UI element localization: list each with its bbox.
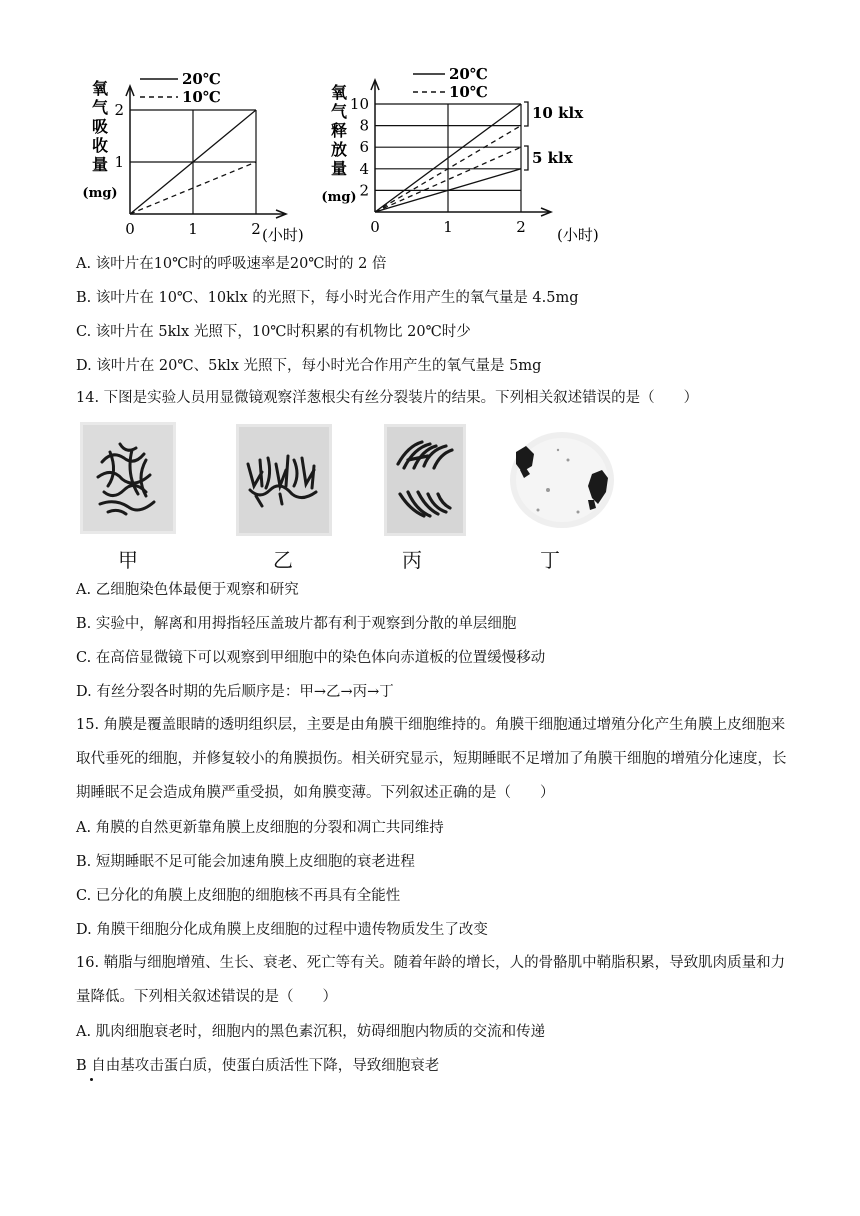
q14-stem: 14. 下图是实验人员用显微镜观察洋葱根尖有丝分裂装片的结果。下列相关叙述错误的是（ ）	[76, 390, 699, 406]
q14-option-b: B. 实验中，解离和用拇指轻压盖玻片都有利于观察到分散的单层细胞	[76, 616, 517, 632]
x-axis-label: (小时)	[262, 226, 304, 244]
q15-option-b: B. 短期睡眠不足可能会加速角膜上皮细胞的衰老进程	[76, 854, 415, 870]
legend-10c: 10℃	[182, 88, 221, 106]
micrograph-jia	[80, 422, 176, 534]
y-label-char: 气	[330, 102, 348, 121]
x-axis-label: (小时)	[557, 226, 599, 244]
y-label-char: 量	[330, 159, 348, 178]
y-tick-label: 8	[359, 116, 369, 135]
stray-dot	[90, 1078, 93, 1081]
q13-option-c: C. 该叶片在 5klx 光照下，10℃时积累的有机物比 20℃时少	[76, 324, 471, 340]
y-label-char: 放	[330, 140, 348, 159]
annotation-5klx: 5 klx	[532, 149, 573, 167]
y-tick-label: 10	[349, 95, 369, 113]
y-label-char: 吸	[91, 117, 109, 136]
q14-option-d: D. 有丝分裂各时期的先后顺序是：甲→乙→丙→丁	[76, 684, 394, 700]
q14-option-a: A. 乙细胞染色体最便于观察和研究	[76, 582, 299, 598]
y-label-unit: (mg)	[82, 186, 118, 201]
legend-10c: 10℃	[449, 83, 488, 101]
q13-option-b: B. 该叶片在 10℃、10klx 的光照下，每小时光合作用产生的氧气量是 4.5mg	[76, 290, 579, 306]
q16-stem: 16. 鞘脂与细胞增殖、生长、衰老、死亡等有关。随着年龄的增长，人的骨骼肌中鞘脂积累，导致肌肉质量和力量降低。下列相关叙述错误的是（ ）	[76, 955, 786, 1005]
micrograph-yi	[236, 424, 332, 536]
y-label-char: 收	[91, 136, 109, 155]
legend-20c: 20℃	[449, 65, 488, 83]
q15-option-d: D. 角膜干细胞分化成角膜上皮细胞的过程中遗传物质发生了改变	[76, 922, 488, 938]
q16-option-a: A. 肌肉细胞衰老时，细胞内的黑色素沉积，妨碍细胞内物质的交流和传递	[76, 1024, 546, 1040]
caption-bing: 丙	[402, 548, 422, 572]
x-tick-label: 0	[370, 218, 380, 236]
caption-ding: 丁	[540, 548, 560, 572]
caption-yi: 乙	[273, 548, 293, 572]
micrograph-bing	[384, 424, 466, 536]
y-label-char: 氧	[91, 79, 109, 98]
q13-option-a: A. 该叶片在10℃时的呼吸速率是20℃时的 2 倍	[76, 256, 387, 272]
y-label-char: 释	[330, 121, 348, 140]
q13-option-d: D. 该叶片在 20℃、5klx 光照下，每小时光合作用产生的氧气量是 5mg	[76, 358, 542, 374]
q15-stem: 15. 角膜是覆盖眼睛的透明组织层，主要是由角膜干细胞维持的。角膜干细胞通过增殖分化产生角膜上皮细胞来取代垂死的细胞，并修复较小的角膜损伤。相关研究显示，短期睡眠不足增加了角膜干细胞的增殖分化速度，长期睡眠不足会造成角膜严重受损，如角膜变薄。下列叙述正确的是（ ）	[76, 717, 787, 801]
caption-jia: 甲	[118, 548, 138, 572]
y-tick-label: 1	[114, 153, 124, 171]
y-label-char: 气	[91, 98, 109, 117]
oxygen-absorption-chart	[82, 66, 322, 246]
y-label-char: 氧	[330, 83, 348, 102]
y-tick-label: 6	[359, 138, 369, 157]
y-axis-label	[82, 79, 117, 201]
micrograph-ding	[508, 430, 616, 530]
legend-20c: 20℃	[182, 70, 221, 88]
q15-option-a: A. 角膜的自然更新靠角膜上皮细胞的分裂和凋亡共同维持	[76, 820, 444, 836]
annotation-10klx: 10 klx	[532, 104, 584, 122]
y-tick-label: 4	[359, 159, 369, 178]
y-tick-label: 2	[359, 181, 369, 200]
x-tick-label: 2	[251, 220, 261, 238]
y-label-char: 量	[91, 155, 109, 174]
x-tick-label: 1	[443, 218, 453, 236]
oxygen-release-chart	[321, 62, 615, 246]
q15-option-c: C. 已分化的角膜上皮细胞的细胞核不再具有全能性	[76, 888, 401, 904]
q14-option-c: C. 在高倍显微镜下可以观察到甲细胞中的染色体向赤道板的位置缓慢移动	[76, 650, 546, 666]
y-label-unit: (mg)	[321, 190, 357, 205]
x-tick-label: 2	[516, 218, 526, 236]
x-tick-label: 0	[125, 220, 135, 238]
y-tick-label: 2	[114, 101, 124, 119]
q16-option-b: B 自由基攻击蛋白质，使蛋白质活性下降，导致细胞衰老	[76, 1058, 440, 1074]
x-tick-label: 1	[188, 220, 198, 238]
